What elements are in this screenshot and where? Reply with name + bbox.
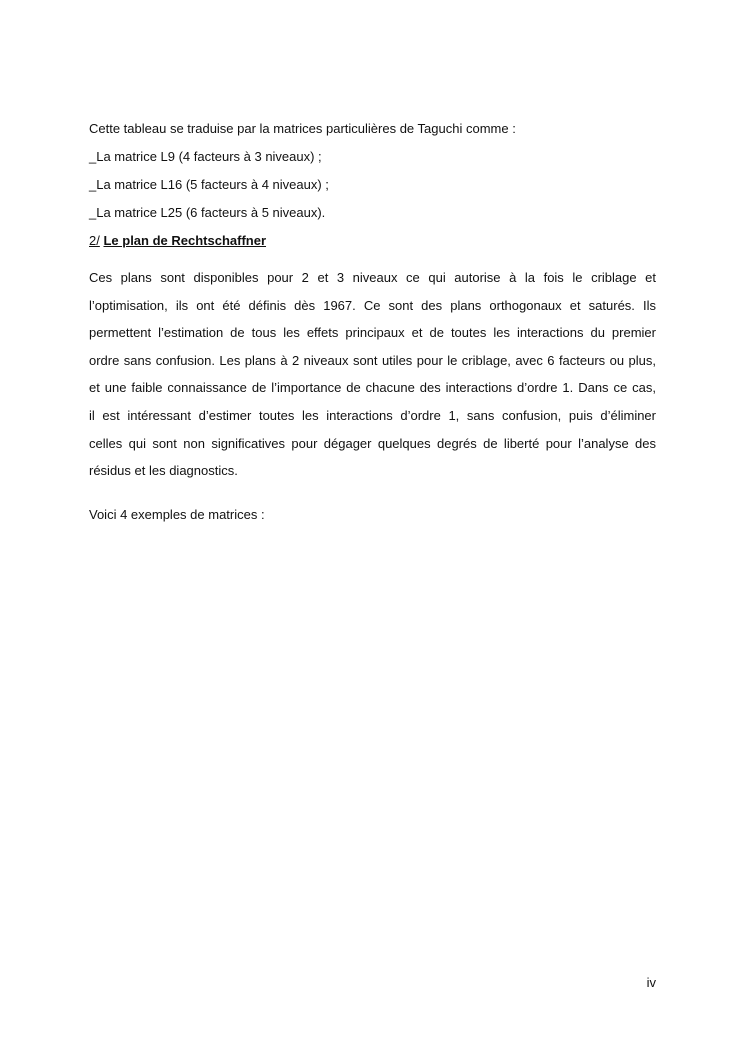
page-number: iv (646, 975, 656, 990)
section-heading (89, 230, 656, 258)
section-title: Le plan de Rechtschaffner (103, 233, 267, 248)
paragraph-line: et une faible connaissance de l’importance de chacune des interactions d’ordre 1. Dans ce cas, (89, 380, 656, 396)
matrix-item-l9: _La matrice L9 (4 facteurs à 3 niveaux) ; (89, 149, 322, 164)
paragraph-line: résidus et les diagnostics. (89, 463, 238, 479)
paragraph-line: celles qui sont non significatives pour dégager quelques degrés de liberté pour l’analyse des (89, 435, 656, 451)
document-body (89, 118, 656, 522)
intro-text: Cette tableau se traduise par la matrices particulières de Taguchi comme : (89, 121, 516, 136)
section-number: 2/ (89, 233, 100, 248)
matrix-item-l16: _La matrice L16 (5 facteurs à 4 niveaux) ; (89, 177, 329, 192)
body-paragraph (89, 264, 656, 485)
matrix-item-l25: _La matrice L25 (6 facteurs à 5 niveaux). (89, 205, 326, 220)
closing-text: Voici 4 exemples de matrices : (89, 507, 265, 522)
paragraph-line: permettent l’estimation de tous les effets principaux et de toutes les interactions du premier (89, 325, 656, 341)
paragraph-line: il est intéressant d’estimer toutes les interactions d’ordre 1, sans confusion, puis d’éliminer (89, 407, 656, 423)
paragraph-line: ordre sans confusion. Les plans à 2 niveaux sont utiles pour le criblage, avec 6 facteurs ou plus, (89, 352, 656, 368)
paragraph-line: Ces plans sont disponibles pour 2 et 3 niveaux ce qui autorise à la fois le criblage et (89, 270, 656, 285)
paragraph-line: l’optimisation, ils ont été définis dès 1967. Ce sont des plans orthogonaux et saturés. Ils (89, 297, 656, 313)
